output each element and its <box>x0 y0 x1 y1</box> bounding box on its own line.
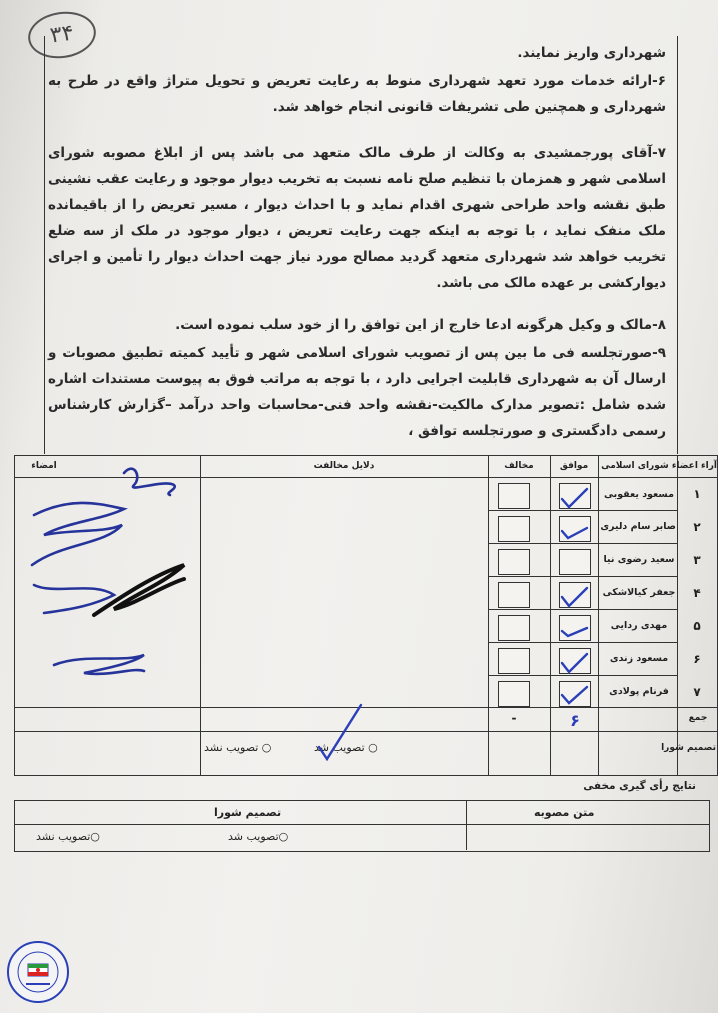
header-disagree: مخالف <box>504 461 534 471</box>
member-name: مهدی ردایی <box>610 620 668 631</box>
member-name: فرنام پولادی <box>609 686 669 697</box>
paragraph-item-6: ۶-ارائه خدمات مورد تعهد شهرداری منوط به رعایت تعریض و تحویل متراژ واقع در طرح به شهرداری و همچنین طی تشریفات قانونی انجام خواهد شد. <box>48 73 666 115</box>
check-mark-icon <box>562 654 587 672</box>
paragraph-item-7: ۷-آقای پورجمشیدی به وکالت از طرف مالک متعهد می باشد پس از ابلاغ مصوبه شورای اسلامی شهر و همزمان با تنظیم صلح نامه نسبت به تخریب دیوار موجود و رعایت عقب نشینی طبق نقشه واحد طراحی شهری اقدام نماید و با احداث دیوار ، مسیر تعریض را از باقیمانده ملک منفک نماید ، با توجه به اینکه جهت رعایت تعریض ، دیوار موجود در ملک از سه ضلع تخریب خواهد شد شهرداری متعهد گردید مصالح مورد نیاز جهت احداث دیوار را تأمین و اجرای دیوارکشی بر عهده مالک می باشد. <box>48 145 666 291</box>
header-members: آراء اعضاء شورای اسلامی <box>601 461 717 471</box>
signature-mark <box>94 565 184 615</box>
member-name: صابر سام دلیری <box>600 521 676 532</box>
member-name: مسعود زندی <box>609 653 669 664</box>
page-number: ۳۴ <box>25 7 99 62</box>
signature-mark <box>32 503 124 565</box>
total-label: جمع <box>688 713 708 723</box>
secret-vote-table <box>14 800 718 850</box>
member-name: مسعود یعقوبی <box>604 489 674 500</box>
decision-approved[interactable]: ○ تصویب شد <box>314 741 378 754</box>
decision-label: تصمیم شورا <box>661 743 716 753</box>
paragraph-item-9: ۹-صورتجلسه فی ما بین پس از تصویب شورای اسلامی شهر و تأیید کمیته تطبیق مصوبات و ارسال آن به شهرداری قابلیت اجرایی دارد ، با توجه به مراتب فوق به پیوست مستندات اشاره شده شامل :تصویر مدارک مالکیت-نقشه واحد فنی-محاسبات واحد درآمد –گزارش کارشناس رسمی دادگستری و صورتجلسه توافق ، <box>48 345 666 439</box>
secret-approved[interactable]: ○تصویب شد <box>228 830 289 843</box>
secret-decision-col: تصمیم شورا <box>214 806 282 819</box>
check-mark-icon <box>562 628 587 636</box>
decision-rejected[interactable]: ○ تصویب نشد <box>204 741 272 754</box>
disagree-total: - <box>511 711 517 725</box>
signature-mark <box>124 469 175 495</box>
secret-rejected[interactable]: ○تصویب نشد <box>36 830 100 843</box>
handwriting-overlay <box>14 455 718 775</box>
check-marks <box>319 489 587 759</box>
check-mark-icon <box>562 489 587 507</box>
row-number: ۴ <box>693 586 701 600</box>
signature-mark <box>54 655 144 674</box>
member-name: جعفر کیالاشکی <box>602 587 676 598</box>
row-number: ۳ <box>693 553 701 567</box>
member-name: سعید رضوی نیا <box>603 554 675 565</box>
header-signature: امضاء <box>31 461 57 471</box>
check-mark-icon <box>562 687 587 703</box>
paragraph-item-8: ۸-مالک و وکیل هرگونه ادعا خارج از این توافق را از خود سلب نموده است. <box>175 317 666 333</box>
row-number: ۵ <box>693 619 701 633</box>
paragraph-intro: شهرداری واریز نمایند. <box>517 45 666 61</box>
row-number: ۱ <box>693 487 701 501</box>
check-mark-icon <box>562 588 587 606</box>
secret-vote-caption: نتایج رأی گیری مخفی <box>583 780 696 792</box>
agree-total: ۶ <box>570 711 580 730</box>
row-number: ۲ <box>693 520 701 534</box>
approved-check-icon <box>319 705 361 759</box>
council-seal-icon <box>6 940 70 1004</box>
check-mark-icon <box>562 528 587 538</box>
secret-text-col: متن مصوبه <box>534 806 595 819</box>
signatures <box>32 469 184 674</box>
row-number: ۷ <box>693 685 701 699</box>
row-number: ۶ <box>693 652 701 666</box>
header-agree: موافق <box>559 461 589 471</box>
header-reasons: دلایل مخالفت <box>313 461 375 471</box>
